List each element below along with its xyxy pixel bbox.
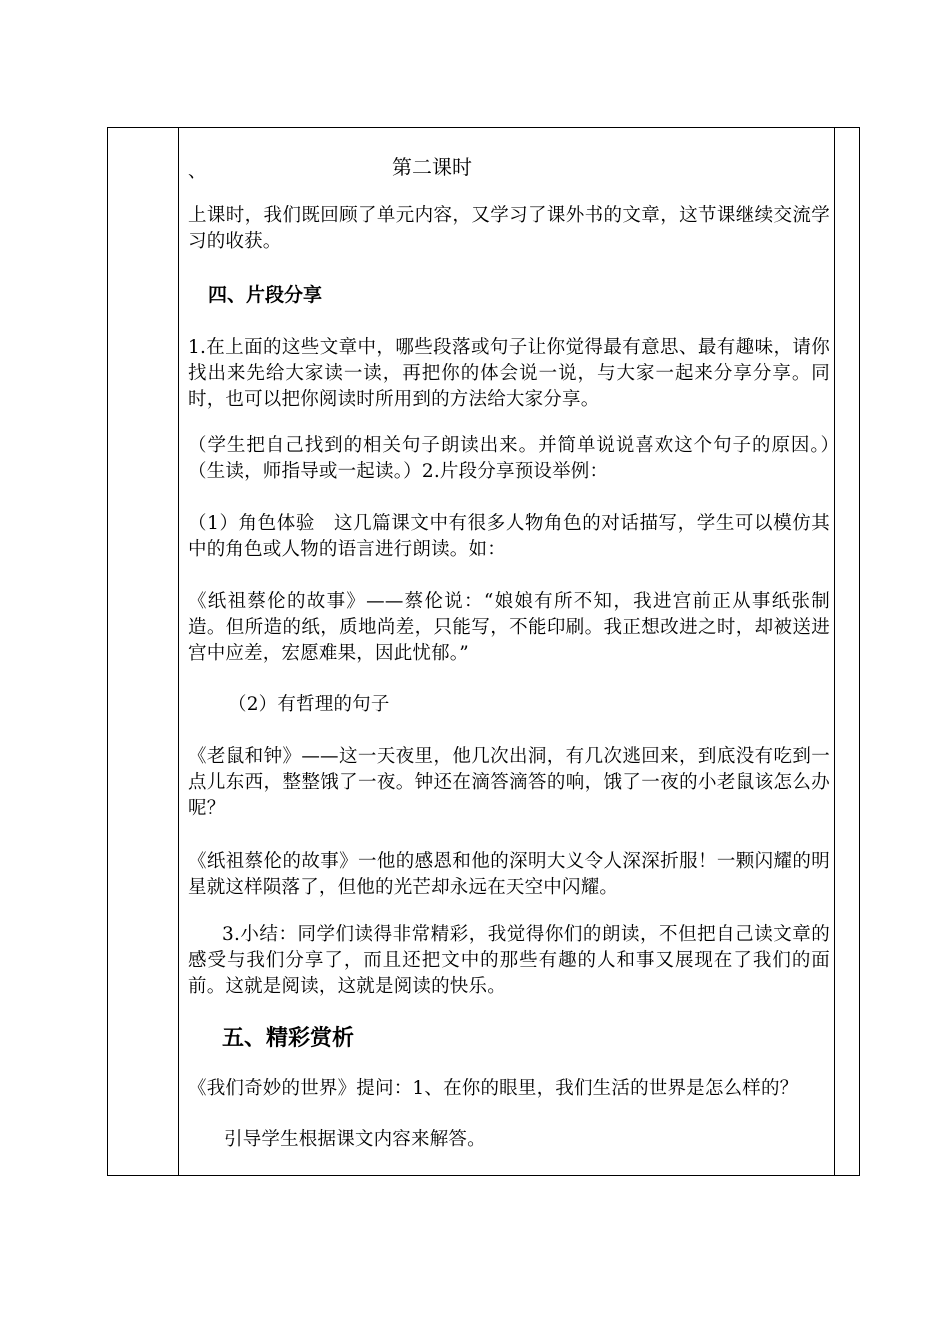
- lesson-title: 第二课时: [392, 155, 472, 179]
- section-4-heading: 四、片段分享: [208, 284, 323, 306]
- intro-paragraph: 上课时，我们既回顾了单元内容，又学习了课外书的文章，这节课继续交流学习的收获。: [188, 205, 830, 252]
- left-column-divider: [178, 128, 179, 1175]
- cailun-quote-paragraph: 《纸祖蔡伦的故事》——蔡伦说：“娘娘有所不知，我进宫前正从事纸张制造。但所造的纸，质地尚差，只能写，不能印刷。我正想改进之时，却被送进宫中应差，宏愿难果，因此忧郁。”: [188, 591, 830, 664]
- role-play-paragraph: （1）角色体验 这几篇课文中有很多人物角色的对话描写，学生可以模仿其中的角色或人物的语言进行朗读。如：: [188, 513, 830, 560]
- right-column-divider: [834, 128, 835, 1175]
- student-note-paragraph: （学生把自己找到的相关句子朗读出来。并简单说说喜欢这个句子的原因。） （生读，师指导或一起读。）2.片段分享预设举例：: [188, 435, 849, 482]
- philosophy-heading: （2）有哲理的句子: [228, 694, 390, 715]
- wonderful-world-question: 《我们奇妙的世界》提问：1、在你的眼里，我们生活的世界是怎么样的？: [188, 1078, 799, 1099]
- cailun-tribute-paragraph: 《纸祖蔡伦的故事》一他的感恩和他的深明大义令人深深折服！一颗闪耀的明星就这样陨落了，但他的光芒却永远在天空中闪耀。: [188, 851, 830, 898]
- section-5-heading: 五、精彩赏析: [222, 1025, 355, 1051]
- item-1-paragraph: 1.在上面的这些文章中，哪些段落或句子让你觉得最有意思、最有趣味，请你找出来先给大家读一读，再把你的体会说一说，与大家一起来分享分享。同时，也可以把你阅读时所用到的方法给大家分享。: [188, 337, 830, 410]
- enumeration-mark: 、: [188, 161, 206, 182]
- guidance-paragraph: 引导学生根据课文内容来解答。: [224, 1129, 486, 1150]
- summary-paragraph: 3.小结：同学们读得非常精彩，我觉得你们的朗读，不但把自己读文章的感受与我们分享了，而且还把文中的那些有趣的人和事又展现在了我们的面前。这就是阅读，这就是阅读的快乐。: [188, 924, 830, 997]
- mouse-clock-paragraph: 《老鼠和钟》——这一天夜里，他几次出洞，有几次逃回来，到底没有吃到一点儿东西，整整饿了一夜。钟还在滴答滴答的响，饿了一夜的小老鼠该怎么办呢？: [188, 746, 830, 819]
